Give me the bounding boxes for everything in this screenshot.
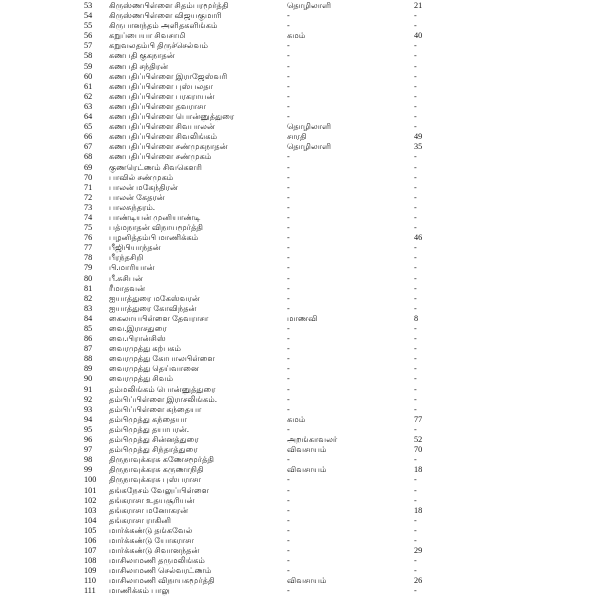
occupation: -: [287, 394, 290, 404]
occupation: -: [287, 112, 290, 122]
occupation: -: [287, 162, 290, 172]
person-name: தம்பிமுத்து சிந்தாத்துரை: [109, 445, 198, 455]
table-row: [0, 21, 600, 31]
table-row: [0, 405, 600, 415]
person-name: வைரமுத்து கோபாலபிள்ளை: [109, 354, 215, 364]
record-number: 111: [84, 586, 96, 596]
person-name: மாசிலாமணி தருமலிங்கம்: [109, 556, 206, 566]
record-number: 101: [84, 485, 97, 495]
age: -: [414, 61, 417, 71]
person-name: வைரமுத்து தெய்வானை: [109, 364, 199, 374]
person-name: கிருபானந்தம் அளிதகளிங்கம்: [109, 21, 218, 31]
person-name: தம்பிமுத்து கந்தையா: [109, 414, 187, 424]
person-name: தங்கநேசம் வேலுப்பிள்ளை: [109, 485, 210, 495]
table-row: [0, 274, 600, 284]
person-name: தங்கராசா ராகினி: [109, 515, 172, 525]
person-name: பாண்டியன் முனியாண்டி: [109, 212, 201, 222]
record-number: 106: [84, 535, 97, 545]
age: -: [414, 525, 417, 535]
table-row: [0, 435, 600, 445]
record-number: 103: [84, 505, 97, 515]
occupation: தொழிலாளி: [287, 1, 332, 10]
table-row: [0, 102, 600, 112]
record-number: 110: [84, 576, 96, 586]
age: -: [414, 212, 417, 222]
occupation: -: [287, 81, 290, 91]
record-number: 93: [84, 404, 93, 414]
table-row: [0, 344, 600, 354]
age: -: [414, 51, 417, 61]
person-name: பழனித்தம்பி மாணிக்கம்: [109, 233, 199, 243]
occupation: -: [287, 354, 290, 364]
record-number: 80: [84, 273, 93, 283]
table-row: [0, 233, 600, 243]
age: 26: [414, 576, 423, 586]
record-number: 81: [84, 283, 93, 293]
occupation: -: [287, 212, 290, 222]
occupation: -: [287, 546, 290, 556]
person-name: மார்க்கண்டு சிவானந்தன்: [109, 546, 200, 556]
occupation: விவசாயம்: [287, 445, 327, 455]
table-row: [0, 465, 600, 475]
person-name: மாசிலாமணி விநாயகமூர்த்தி: [109, 576, 215, 586]
person-name: கிருஸ்ணபிள்ளை சிதம்பரமூர்த்தி: [109, 1, 229, 10]
age: -: [414, 424, 417, 434]
table-row: [0, 334, 600, 344]
age: -: [414, 455, 417, 465]
occupation: -: [287, 344, 290, 354]
table-row: [0, 92, 600, 102]
occupation: -: [287, 283, 290, 293]
age: -: [414, 243, 417, 253]
person-name: வைரமுத்து கற்பகம்: [109, 344, 182, 354]
age: -: [414, 122, 417, 132]
table-row: [0, 51, 600, 61]
person-name: பீஜிபியாந்தன்: [109, 243, 161, 253]
age: -: [414, 172, 417, 182]
age: -: [414, 202, 417, 212]
table-row: [0, 374, 600, 384]
record-number: 77: [84, 243, 93, 253]
table-row: [0, 11, 600, 21]
record-number: 66: [84, 132, 93, 142]
table-row: [0, 142, 600, 152]
age: -: [414, 91, 417, 101]
record-number: 70: [84, 172, 93, 182]
record-number: 64: [84, 112, 93, 122]
record-number: 84: [84, 313, 93, 323]
record-number: 69: [84, 162, 93, 172]
record-number: 91: [84, 384, 93, 394]
age: -: [414, 535, 417, 545]
person-name: ஐயாத்துரை மகேஸ்வரன்: [109, 293, 200, 303]
table-row: [0, 556, 600, 566]
occupation: -: [287, 424, 290, 434]
person-name: குணரெட்ணம் சிவகௌரி: [109, 162, 202, 172]
record-number: 54: [84, 11, 93, 21]
record-number: 75: [84, 223, 93, 233]
age: 29: [414, 546, 423, 556]
age: -: [414, 354, 417, 364]
record-number: 92: [84, 394, 93, 404]
person-name: பாவில் சண்முகம்: [109, 172, 174, 182]
table-row: [0, 193, 600, 203]
table-row: [0, 395, 600, 405]
occupation: சாரதி: [287, 132, 307, 142]
age: -: [414, 253, 417, 263]
occupation: கமம்: [287, 31, 306, 41]
occupation: -: [287, 223, 290, 233]
record-number: 55: [84, 21, 93, 31]
table-row: [0, 354, 600, 364]
person-name: கணபதிப்பிள்ளை பொன்னுத்துரை: [109, 112, 235, 122]
age: -: [414, 41, 417, 51]
record-number: 61: [84, 81, 93, 91]
table-row: [0, 1, 600, 11]
age: -: [414, 324, 417, 333]
record-number: 72: [84, 192, 93, 202]
person-name: கணபதிப்பிள்ளை சண்முகநாதன்: [109, 142, 228, 152]
record-number: 86: [84, 334, 93, 344]
record-number: 83: [84, 303, 93, 313]
occupation: -: [287, 243, 290, 253]
record-number: 98: [84, 455, 93, 465]
occupation: -: [287, 384, 290, 394]
table-row: [0, 72, 600, 82]
person-name: தம்பிமுத்து தயாபரன்.: [109, 424, 189, 434]
age: -: [414, 112, 417, 122]
table-row: [0, 304, 600, 314]
age: -: [414, 263, 417, 273]
occupation: -: [287, 455, 290, 465]
occupation: -: [287, 273, 290, 283]
occupation: -: [287, 182, 290, 192]
table-row: [0, 253, 600, 263]
occupation: -: [287, 263, 290, 273]
age: -: [414, 81, 417, 91]
record-number: 108: [84, 556, 97, 566]
record-number: 89: [84, 364, 93, 374]
person-name: கணபதிப்பிள்ளை புஸ்பலதா: [109, 81, 213, 91]
table-row: [0, 314, 600, 324]
occupation: -: [287, 21, 290, 31]
occupation: -: [287, 404, 290, 414]
record-number: 100: [84, 475, 97, 485]
table-row: [0, 486, 600, 496]
age: -: [414, 394, 417, 404]
table-row: [0, 213, 600, 223]
person-name: கணபதிப்பிள்ளை சண்முகம்: [109, 152, 212, 162]
person-name: கைலாயபிள்ளை தேவராசா: [109, 313, 209, 323]
record-number: 79: [84, 263, 93, 273]
occupation: -: [287, 586, 290, 596]
person-name: தங்கராசா மனோகரன்: [109, 505, 189, 515]
record-number: 85: [84, 324, 93, 333]
record-number: 95: [84, 424, 93, 434]
table-row: [0, 364, 600, 374]
occupation: -: [287, 566, 290, 576]
occupation: -: [287, 485, 290, 495]
occupation: தொழிலாளி: [287, 142, 332, 152]
age: -: [414, 192, 417, 202]
person-name: கணபதிப்பிள்ளை பரகராயன்: [109, 91, 215, 101]
table-row: [0, 122, 600, 132]
occupation: -: [287, 233, 290, 243]
table-row: [0, 31, 600, 41]
age: -: [414, 162, 417, 172]
person-name: கறுப்பையா சிவசாமி: [109, 31, 186, 41]
person-name: ரீமாதவன்: [109, 283, 146, 293]
record-number: 102: [84, 495, 97, 505]
age: -: [414, 223, 417, 233]
occupation: -: [287, 101, 290, 111]
age: 18: [414, 465, 423, 475]
age: -: [414, 11, 417, 21]
record-number: 109: [84, 566, 97, 576]
occupation: -: [287, 293, 290, 303]
person-name: கறுவலதம்பி திருச்செல்வம்: [109, 41, 209, 51]
age: 46: [414, 233, 423, 243]
person-name: மாணிக்கம் பாலு: [109, 586, 170, 596]
person-name: திருநாவுக்கரசு புஸ்பராசா: [109, 475, 202, 485]
occupation: -: [287, 91, 290, 101]
record-number: 71: [84, 182, 93, 192]
occupation: தொழிலாளி: [287, 122, 332, 132]
person-name: வை.பிரான்சிஸ்: [109, 334, 166, 344]
table-row: [0, 546, 600, 556]
age: -: [414, 495, 417, 505]
age: 35: [414, 142, 423, 152]
record-number: 67: [84, 142, 93, 152]
occupation: விவசாயம்: [287, 576, 327, 586]
table-row: [0, 263, 600, 273]
record-number: 58: [84, 51, 93, 61]
age: -: [414, 283, 417, 293]
age: 70: [414, 445, 423, 455]
person-name: வைரமுத்து சிவம்: [109, 374, 174, 384]
person-name: வை.இராசதுரை: [109, 324, 167, 333]
occupation: -: [287, 253, 290, 263]
table-row: [0, 536, 600, 546]
table-row: [0, 425, 600, 435]
occupation: -: [287, 364, 290, 374]
table-row: [0, 243, 600, 253]
table-row: [0, 445, 600, 455]
table-row: [0, 163, 600, 173]
age: -: [414, 515, 417, 525]
table-row: [0, 506, 600, 516]
person-name: பாலசுந்தரம்.: [109, 202, 155, 212]
occupation: -: [287, 374, 290, 384]
table-row: [0, 385, 600, 395]
table-row: [0, 516, 600, 526]
age: -: [414, 303, 417, 313]
occupation: -: [287, 202, 290, 212]
age: 49: [414, 132, 423, 142]
record-number: 53: [84, 1, 93, 10]
record-number: 59: [84, 61, 93, 71]
record-number: 56: [84, 31, 93, 41]
age: -: [414, 374, 417, 384]
occupation: -: [287, 505, 290, 515]
age: -: [414, 556, 417, 566]
record-number: 68: [84, 152, 93, 162]
person-name: கணபதிப்பிள்ளை தவராசா: [109, 101, 207, 111]
age: -: [414, 71, 417, 81]
occupation: -: [287, 556, 290, 566]
table-row: [0, 112, 600, 122]
person-name: மார்க்கண்டு தங்கவேல்: [109, 525, 193, 535]
table-row: [0, 455, 600, 465]
person-name: கணபதிப்பிள்ளை சிவலிங்கம்: [109, 132, 218, 142]
person-name: மார்க்கண்டு யோகராசா: [109, 535, 195, 545]
age: -: [414, 384, 417, 394]
person-name: தங்கராசா உதயசூரியன்: [109, 495, 195, 505]
table-row: [0, 203, 600, 213]
table-row: [0, 475, 600, 485]
record-number: 105: [84, 525, 97, 535]
occupation: -: [287, 152, 290, 162]
record-number: 78: [84, 253, 93, 263]
age: -: [414, 485, 417, 495]
person-name: திருநாவுக்கரசு கணேசமூர்த்தி: [109, 455, 215, 465]
occupation: -: [287, 61, 290, 71]
record-number: 104: [84, 515, 97, 525]
age: -: [414, 566, 417, 576]
person-name: பாலன் மகேந்திரன்: [109, 182, 178, 192]
record-number: 76: [84, 233, 93, 243]
record-number: 73: [84, 202, 93, 212]
person-name: பீரந்தசிறி: [109, 253, 144, 263]
person-name: தம்பிப்பிள்ளை கந்தையா: [109, 404, 202, 414]
age: -: [414, 586, 417, 596]
record-number: 57: [84, 41, 93, 51]
record-number: 63: [84, 101, 93, 111]
age: 40: [414, 31, 423, 41]
occupation: -: [287, 71, 290, 81]
record-number: 107: [84, 546, 97, 556]
record-number: 87: [84, 344, 93, 354]
person-name: திருநாவுக்கரசு கருணாநிதி: [109, 465, 204, 475]
record-number: 97: [84, 445, 93, 455]
age: -: [414, 475, 417, 485]
person-name: கிருஸ்ணபிள்ளை விஜயகுமாரி: [109, 11, 222, 21]
table-row: [0, 496, 600, 506]
age: -: [414, 101, 417, 111]
table-row: [0, 132, 600, 142]
occupation: -: [287, 535, 290, 545]
occupation: -: [287, 303, 290, 313]
occupation: -: [287, 525, 290, 535]
occupation: -: [287, 51, 290, 61]
person-name: பாலன் கேதரன்: [109, 192, 165, 202]
occupation: -: [287, 475, 290, 485]
age: 77: [414, 414, 423, 424]
age: -: [414, 21, 417, 31]
table-row: [0, 576, 600, 586]
person-name: கணபதி குகநாதன்: [109, 51, 175, 61]
record-list: [0, 1, 600, 597]
table-row: [0, 415, 600, 425]
age: -: [414, 182, 417, 192]
age: -: [414, 404, 417, 414]
table-row: [0, 566, 600, 576]
person-name: தம்பிப்பிள்ளை இராசலிங்கம்.: [109, 394, 217, 404]
person-name: பி.மாரியான்: [109, 263, 155, 273]
person-name: கணபதிப்பிள்ளை இராஜேஸ்வரி: [109, 71, 228, 81]
table-row: [0, 526, 600, 536]
person-name: பீ.சுசிபன்: [109, 273, 143, 283]
record-number: 94: [84, 414, 93, 424]
record-number: 62: [84, 91, 93, 101]
occupation: -: [287, 192, 290, 202]
record-number: 99: [84, 465, 93, 475]
record-number: 90: [84, 374, 93, 384]
table-row: [0, 586, 600, 596]
occupation: மாணவி: [287, 313, 318, 323]
person-name: கணபதி சந்திரன்: [109, 61, 169, 71]
person-name: தம்பிமுத்து சின்னத்துரை: [109, 435, 199, 445]
person-name: மாசிலாமணி செல்வரட்ணம்: [109, 566, 212, 576]
occupation: -: [287, 334, 290, 344]
age: -: [414, 152, 417, 162]
age: -: [414, 293, 417, 303]
age: -: [414, 273, 417, 283]
occupation: -: [287, 495, 290, 505]
record-number: 74: [84, 212, 93, 222]
person-name: ஐயாத்துரை கோவிந்தன்: [109, 303, 197, 313]
record-number: 82: [84, 293, 93, 303]
person-name: தம்மலிங்கம் பொன்னுத்துரை: [109, 384, 216, 394]
table-row: [0, 324, 600, 334]
table-row: [0, 82, 600, 92]
table-row: [0, 294, 600, 304]
occupation: -: [287, 41, 290, 51]
age: 21: [414, 1, 423, 10]
person-name: கணபதிப்பிள்ளை சிவபாலன்: [109, 122, 215, 132]
table-row: [0, 183, 600, 193]
age: -: [414, 344, 417, 354]
age: 18: [414, 505, 423, 515]
occupation: -: [287, 172, 290, 182]
occupation: அறங்காவலர்: [287, 435, 338, 445]
record-number: 96: [84, 435, 93, 445]
age: 8: [414, 313, 419, 323]
table-row: [0, 284, 600, 294]
table-row: [0, 41, 600, 51]
person-name: பத்மநாதன் விநாயமூர்த்தி: [109, 223, 204, 233]
occupation: கமம்: [287, 414, 306, 424]
occupation: -: [287, 515, 290, 525]
age: -: [414, 364, 417, 374]
occupation: -: [287, 11, 290, 21]
record-number: 88: [84, 354, 93, 364]
record-number: 65: [84, 122, 93, 132]
age: 52: [414, 435, 423, 445]
table-row: [0, 223, 600, 233]
table-row: [0, 173, 600, 183]
table-row: [0, 152, 600, 162]
table-row: [0, 62, 600, 72]
record-number: 60: [84, 71, 93, 81]
age: -: [414, 334, 417, 344]
occupation: -: [287, 324, 290, 333]
occupation: விவசாயம்: [287, 465, 327, 475]
